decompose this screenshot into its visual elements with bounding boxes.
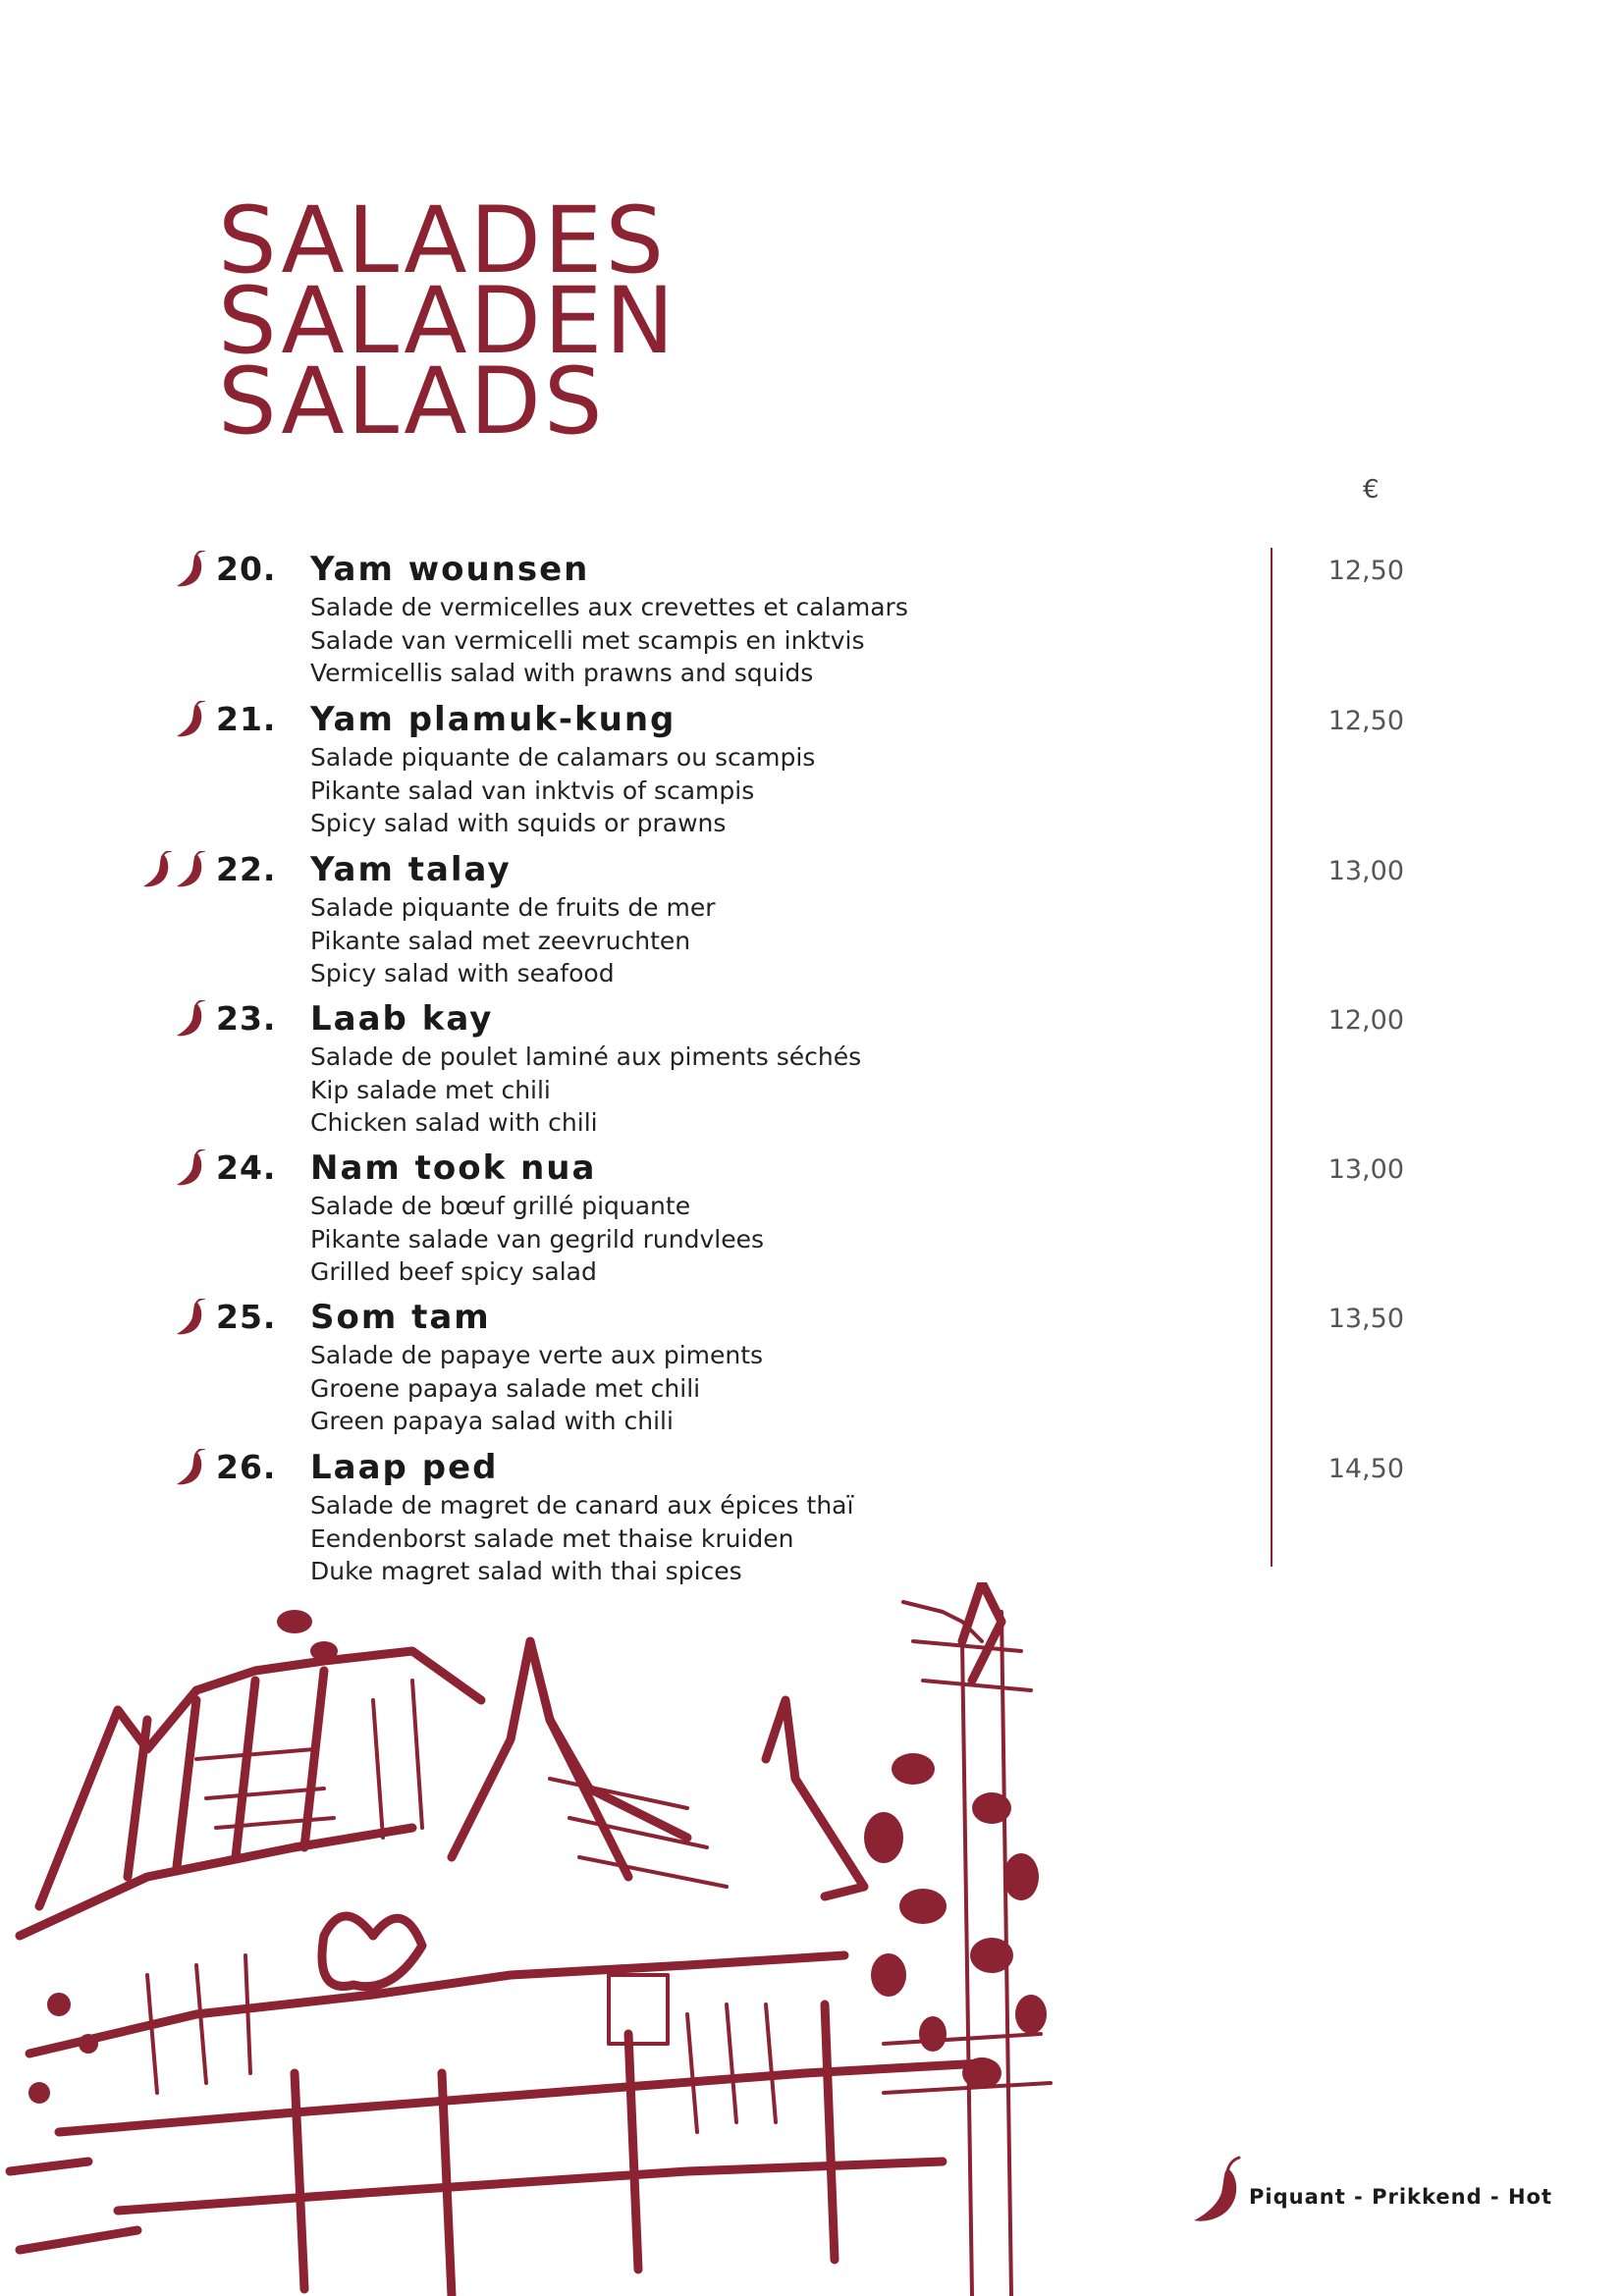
description-line: Pikante salad met zeevruchten xyxy=(310,926,691,955)
item-number: 25. xyxy=(216,1298,277,1336)
item-name: Yam plamuk-kung xyxy=(310,700,677,739)
description-line: Spicy salad with seafood xyxy=(310,959,615,988)
chili-icon xyxy=(175,1299,206,1336)
description-line: Spicy salad with squids or prawns xyxy=(310,809,727,837)
item-name: Yam talay xyxy=(310,850,512,889)
menu-item xyxy=(0,1148,1624,1298)
spicy-legend xyxy=(1190,2156,1552,2224)
item-price: 14,50 xyxy=(1327,1454,1404,1484)
item-name: Laab kay xyxy=(310,999,494,1039)
legend-text: Piquant - Prikkend - Hot xyxy=(1249,2185,1552,2209)
spicy-indicator xyxy=(175,1148,206,1188)
item-price: 13,00 xyxy=(1327,856,1404,886)
description-line: Salade piquante de calamars ou scampis xyxy=(310,743,816,772)
item-number: 24. xyxy=(216,1148,277,1187)
menu-item xyxy=(0,850,1624,999)
spicy-indicator xyxy=(175,999,206,1039)
description-line: Salade piquante de fruits de mer xyxy=(310,893,716,922)
menu-item xyxy=(0,550,1624,699)
item-name: Yam wounsen xyxy=(310,550,590,589)
description-line: Salade van vermicelli met scampis en inktvis xyxy=(310,625,865,655)
currency-label: € xyxy=(1363,475,1380,505)
description-line: Groene papaya salade met chili xyxy=(310,1373,701,1403)
description-line: Kip salade met chili xyxy=(310,1075,551,1104)
description-line: Pikante salade van gegrild rundvlees xyxy=(310,1224,764,1254)
menu-item xyxy=(0,700,1624,849)
description-line: Duke magret salad with thai spices xyxy=(310,1557,742,1585)
chili-icon xyxy=(175,551,206,588)
page-title xyxy=(218,187,677,455)
chili-icon xyxy=(175,1000,206,1038)
chili-icon xyxy=(175,1149,206,1187)
item-name: Laap ped xyxy=(310,1448,499,1487)
item-price: 13,00 xyxy=(1327,1154,1404,1185)
item-description xyxy=(310,1339,763,1438)
item-number: 22. xyxy=(216,850,277,888)
chili-icon xyxy=(175,1449,206,1486)
title-fr: SALADES xyxy=(218,187,667,294)
spicy-indicator xyxy=(175,550,206,589)
item-description xyxy=(310,1041,861,1140)
description-line: Eendenborst salade met thaise kruiden xyxy=(310,1523,794,1553)
item-price: 12,50 xyxy=(1327,556,1404,586)
chili-icon xyxy=(141,851,173,888)
spicy-indicator xyxy=(141,850,206,889)
item-number: 20. xyxy=(216,550,277,588)
chili-icon xyxy=(175,701,206,738)
item-price: 13,50 xyxy=(1327,1304,1404,1334)
item-number: 23. xyxy=(216,999,277,1038)
chili-icon xyxy=(1190,2156,1245,2224)
description-line: Salade de papaye verte aux piments xyxy=(310,1341,764,1369)
description-line: Vermicellis salad with prawns and squids xyxy=(310,659,814,687)
item-number: 26. xyxy=(216,1448,277,1486)
item-description xyxy=(310,1190,764,1289)
description-line: Chicken salad with chili xyxy=(310,1108,598,1137)
description-line: Salade de magret de canard aux épices thaï xyxy=(310,1491,854,1520)
item-description xyxy=(310,741,815,840)
item-description xyxy=(310,591,908,690)
item-price: 12,50 xyxy=(1327,706,1404,736)
title-en: SALADS xyxy=(218,348,606,455)
item-description xyxy=(310,891,716,990)
item-description xyxy=(310,1489,853,1588)
item-number: 21. xyxy=(216,700,277,738)
temple-sketch-illustration xyxy=(0,1582,1080,2296)
spicy-indicator xyxy=(175,700,206,739)
description-line: Grilled beef spicy salad xyxy=(310,1257,597,1286)
item-price: 12,00 xyxy=(1327,1005,1404,1036)
chili-icon xyxy=(175,851,206,888)
item-name: Som tam xyxy=(310,1298,491,1337)
item-name: Nam took nua xyxy=(310,1148,597,1188)
description-line: Salade de vermicelles aux crevettes et calamars xyxy=(310,593,908,621)
menu-item xyxy=(0,1298,1624,1447)
description-line: Salade de bœuf grillé piquante xyxy=(310,1192,691,1220)
menu-item xyxy=(0,1448,1624,1597)
spicy-indicator xyxy=(175,1298,206,1337)
spicy-indicator xyxy=(175,1448,206,1487)
menu-item xyxy=(0,999,1624,1148)
description-line: Salade de poulet laminé aux piments séchés xyxy=(310,1042,862,1071)
description-line: Green papaya salad with chili xyxy=(310,1407,674,1435)
title-nl: SALADEN xyxy=(218,268,677,375)
description-line: Pikante salad van inktvis of scampis xyxy=(310,775,755,805)
